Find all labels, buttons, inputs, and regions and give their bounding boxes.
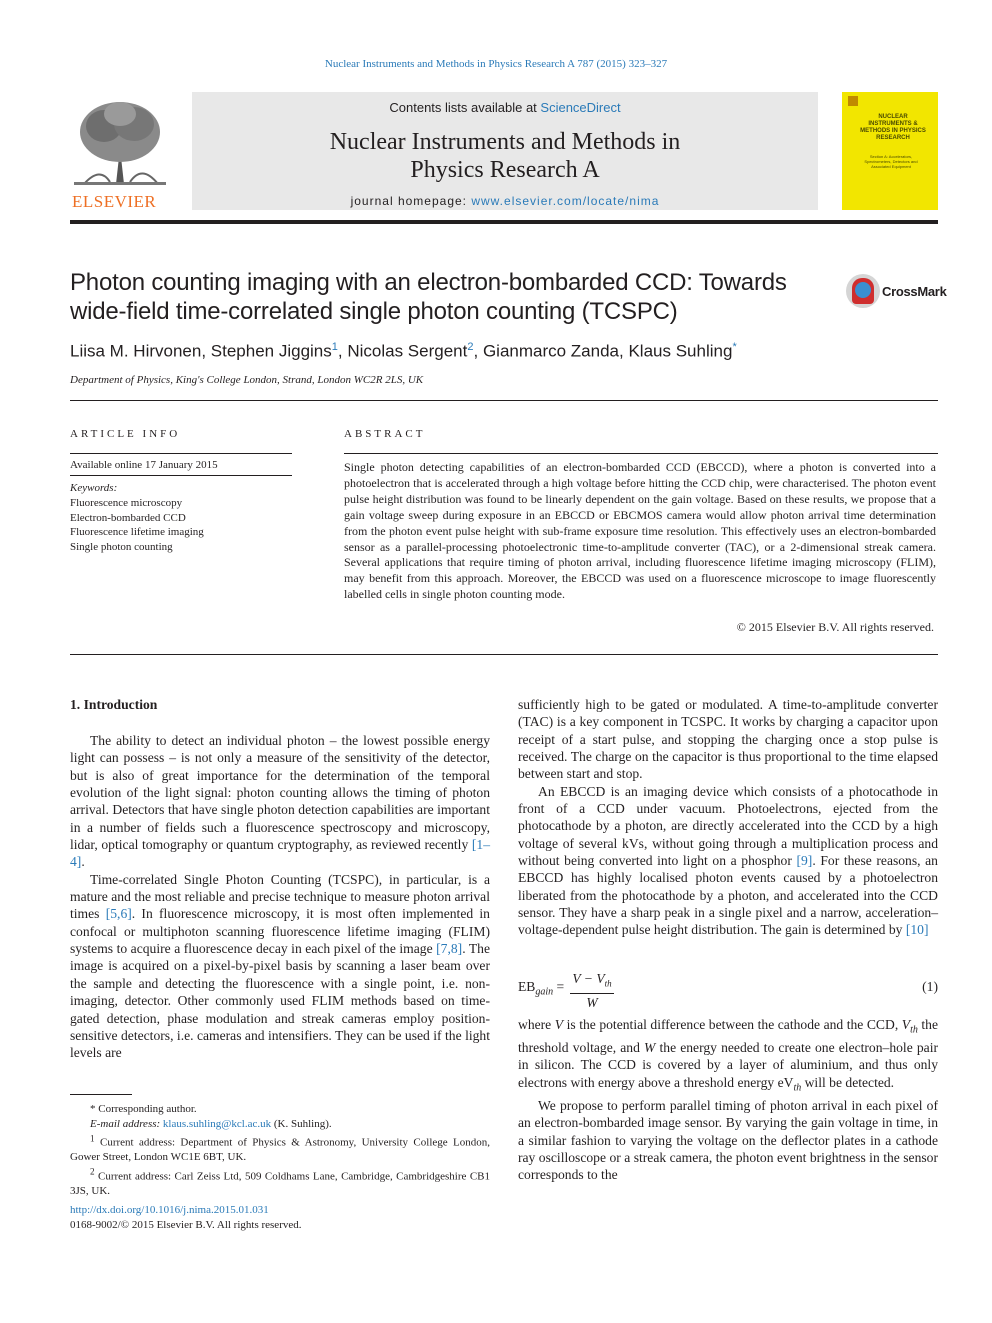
paragraph-text: An EBCCD is an imaging device which consists of a photocathode in front of a CCD under vacuum. Photoelectrons, ejected from the photocathode by a photon, are directly accelerated into the CCD by a high voltage of several kVs, without going through a multiplication process and without being converted into light on a phosphor — [518, 783, 938, 869]
header-divider — [70, 220, 938, 224]
paragraph-text: . For these reasons, an EBCCD has highly localised photon events caused by a photoelectron liberated from the photocathode by a photon, and accelerated into the CCD sensor. They have a sharp peak in a single pixel and a narrow, acceleration–voltage-dependent pulse height distribution. The gain is determined by — [518, 853, 938, 938]
paragraph: sufficiently high to be gated or modulated. A time-to-amplitude converter (TAC) is a key component in TCSPC. It works by charging a capacitor upon receipt of a start pulse, and stopping the charging once a stop pulse is received. The charge on the capacitor is thus proportional to the time elapsed between start and stop. — [518, 697, 938, 782]
elsevier-tree-icon — [70, 96, 170, 188]
journal-masthead — [192, 92, 818, 210]
paragraph — [70, 871, 490, 1062]
article-info-heading: ARTICLE INFO — [70, 428, 181, 440]
abstract-text: Single photon detecting capabilities of an electron-bombarded CCD (EBCCD), where a photon is converted into a photoelectron that is accelerated through a high voltage before hitting the CCD chip, were characterised. The photon event pulse height distribution was found to be linearly dependent on the gain voltage. Based on these results, we propose that a gain voltage sweep during exposure in an EBCCD or EBCMOS camera would allow photon arrival time determination from the photon event pulse height with sub-frame exposure time resolution. This effectively uses an electron-bombarded sensor as a parallel-processing photoelectronic time-to-amplitude converter (TAC), or a 2-dimensional streak camera. Several applications that require timing of photon arrival, including fluorescence lifetime imaging microscopy (FLIM), may benefit from this approach. Moreover, the EBCCD was used on a fluorescence microscope to image fluorescently labelled cells in single photon counting mode. — [344, 460, 936, 602]
equation-1 — [518, 970, 938, 1010]
body-column-left — [70, 732, 490, 1062]
contents-prefix: Contents lists available at — [389, 100, 541, 115]
article-title-line2: wide-field time-correlated single photon counting (TCSPC) — [70, 298, 678, 325]
article-info-rule-2 — [70, 475, 292, 476]
keyword: Fluorescence microscopy — [70, 497, 183, 509]
available-online: Available online 17 January 2015 — [70, 459, 218, 471]
abstract-rule — [344, 453, 938, 454]
equation-lhs: $EB_{gain}$ = — [518, 979, 565, 998]
journal-title-line1: Nuclear Instruments and Methods in — [329, 129, 681, 155]
paragraph — [518, 783, 938, 939]
homepage-line — [192, 194, 818, 208]
title-divider — [70, 400, 938, 401]
citation-link[interactable]: [1–4] — [70, 837, 490, 870]
elsevier-logo[interactable] — [70, 92, 182, 210]
paragraph-text: The ability to detect an individual photon – the lowest possible energy light can possess – is not only a measure of the sensitivity of the detector, but is also of great importance for the determination of the temporal evolution of the light signal: photon counting allows the timing of photon arrival. Detectors that have single photon detection capabilities are important in a number of fields such a fluorescence spectroscopy and microscopy, lidar, optical tomography or quantum cryptography, as reviewed recently — [70, 733, 490, 853]
sciencedirect-link[interactable]: ScienceDirect — [540, 100, 621, 115]
footnote-1: $^1$ Current address: Department of Physics & Astronomy, University College London, Gower Street, London WC1E 6BT, UK. — [70, 1133, 490, 1164]
journal-reference-link[interactable]: Nuclear Instruments and Methods in Physics Research A 787 (2015) 323–327 — [324, 58, 668, 70]
author-list: Liisa M. Hirvonen, Stephen Jiggins$^1$, Nicolas Sergent$^2$, Gianmarco Zanda, Klaus Suhling* — [70, 341, 737, 361]
citation-link[interactable]: [7,8] — [436, 941, 463, 957]
footnote-rule — [70, 1094, 132, 1095]
cover-subtitle: Section A: Accelerators, Spectrometers, Detectors and Associated Equipment — [864, 154, 918, 169]
paragraph: We propose to perform parallel timing of photon arrival in each pixel of an electron-bombarded image sensor. By varying the gain voltage in time, in a similar fashion to varying the voltage on the deflector plates in a cathode ray oscilloscope or a streak camera, the photon event brightness in the sensor corresponds to the — [518, 1097, 938, 1183]
abstract-copyright: © 2015 Elsevier B.V. All rights reserved. — [736, 620, 934, 634]
body-column-right-continued — [518, 1016, 938, 1184]
keywords-list — [70, 496, 204, 554]
doi-block — [70, 1203, 302, 1232]
body-column-right — [518, 696, 938, 939]
keyword: Single photon counting — [70, 540, 173, 553]
author-footnote-mark[interactable]: 2 — [467, 341, 474, 353]
footnotes — [70, 1102, 490, 1198]
footnote-2: $^2$ Current address: Carl Zeiss Ltd, 509 Coldhams Lane, Cambridge, Cambridgeshire CB1 3JS, UK. — [70, 1166, 490, 1197]
article-info-rule — [70, 453, 292, 454]
keyword: Fluorescence lifetime imaging — [70, 526, 204, 538]
contents-line — [192, 100, 818, 115]
author-name[interactable]: Nicolas Sergent — [347, 341, 468, 361]
footnote-email: E-mail address: klaus.suhling@kcl.ac.uk (K. Suhling). — [90, 1117, 332, 1130]
journal-title-line2: Physics Research A — [410, 157, 600, 183]
doi-link[interactable]: http://dx.doi.org/10.1016/j.nima.2015.01.031 — [70, 1204, 269, 1216]
section-heading-introduction: 1. Introduction — [70, 697, 158, 712]
crossmark-icon — [846, 274, 880, 308]
article-title-line1: Photon counting imaging with an electron-bombarded CCD: Towards — [70, 269, 787, 296]
keywords-label: Keywords: — [70, 482, 118, 494]
author-name[interactable]: Klaus Suhling — [628, 341, 733, 361]
issn-copyright: 0168-9002/© 2015 Elsevier B.V. All rights reserved. — [70, 1218, 302, 1231]
journal-banner — [70, 92, 938, 210]
paragraph — [70, 732, 490, 871]
paragraph-text: . The image is acquired on a pixel-by-pixel basis by scanning a laser beam over the sample and detecting the fluorescence with a single point, i.e. non-imaging, detector. Other commonly used FLIM methods based on time-gated detection, phase modulation and streak cameras employ position-sensitive detectors, i.e. cameras and intensifiers. They can be used if the light levels are — [70, 941, 491, 1061]
journal-homepage-link[interactable]: www.elsevier.com/locate/nima — [471, 194, 660, 208]
elsevier-wordmark: ELSEVIER — [72, 192, 157, 211]
journal-cover-thumbnail[interactable] — [842, 92, 938, 210]
abstract-heading: ABSTRACT — [344, 428, 426, 440]
crossmark-label: CrossMark — [882, 284, 947, 299]
equation-number: (1) — [922, 979, 938, 994]
citation-link[interactable]: [10] — [905, 922, 929, 938]
affiliation: Department of Physics, King's College London, Strand, London WC2R 2LS, UK — [70, 374, 424, 386]
corresponding-author-mark[interactable]: * — [732, 341, 737, 353]
cover-title: NUCLEAR INSTRUMENTS & METHODS IN PHYSICS RESEARCH — [860, 114, 926, 141]
citation-link[interactable]: [9] — [796, 853, 813, 869]
author-footnote-mark[interactable]: 1 — [331, 341, 338, 353]
crossmark-button[interactable] — [846, 274, 947, 310]
email-link[interactable]: klaus.suhling@kcl.ac.uk — [162, 1117, 272, 1130]
author-name[interactable]: Stephen Jiggins — [210, 341, 332, 361]
article-title — [70, 268, 830, 326]
author-name[interactable]: Liisa M. Hirvonen — [70, 341, 202, 361]
footnote-corresponding: * Corresponding author. — [90, 1103, 197, 1115]
paragraph-text: . — [81, 854, 85, 870]
cover-logo-icon — [848, 96, 858, 106]
paragraph: where V is the potential difference between the cathode and the CCD, $V_{th}$ the threshold voltage, and W the energy needed to create one electron–hole pair in silicon. The CCD is covered by a layer of aluminium, and thus only electrons with energy above a threshold energy $eV_{th}$ will be detected. — [518, 1017, 938, 1094]
paragraph-text: . In fluorescence microscopy, it is most often implemented in confocal or multiphoton scanning fluorescence lifetime imaging (FLIM) systems to acquire a fluorescence decay in each pixel of the image — [70, 906, 490, 957]
paragraph-text: Time-correlated Single Photon Counting (TCSPC), in particular, is a mature and the most reliable and precise technique to measure photon arrival times — [70, 871, 490, 922]
homepage-prefix: journal homepage: — [350, 194, 472, 208]
citation-link[interactable]: [5,6] — [105, 906, 132, 922]
equation-fraction: $V - V_{th}$ W — [570, 970, 614, 1011]
abstract-divider — [70, 654, 938, 655]
keyword: Electron-bombarded CCD — [70, 511, 186, 524]
journal-title — [192, 128, 818, 184]
author-name[interactable]: Gianmarco Zanda — [482, 341, 620, 361]
